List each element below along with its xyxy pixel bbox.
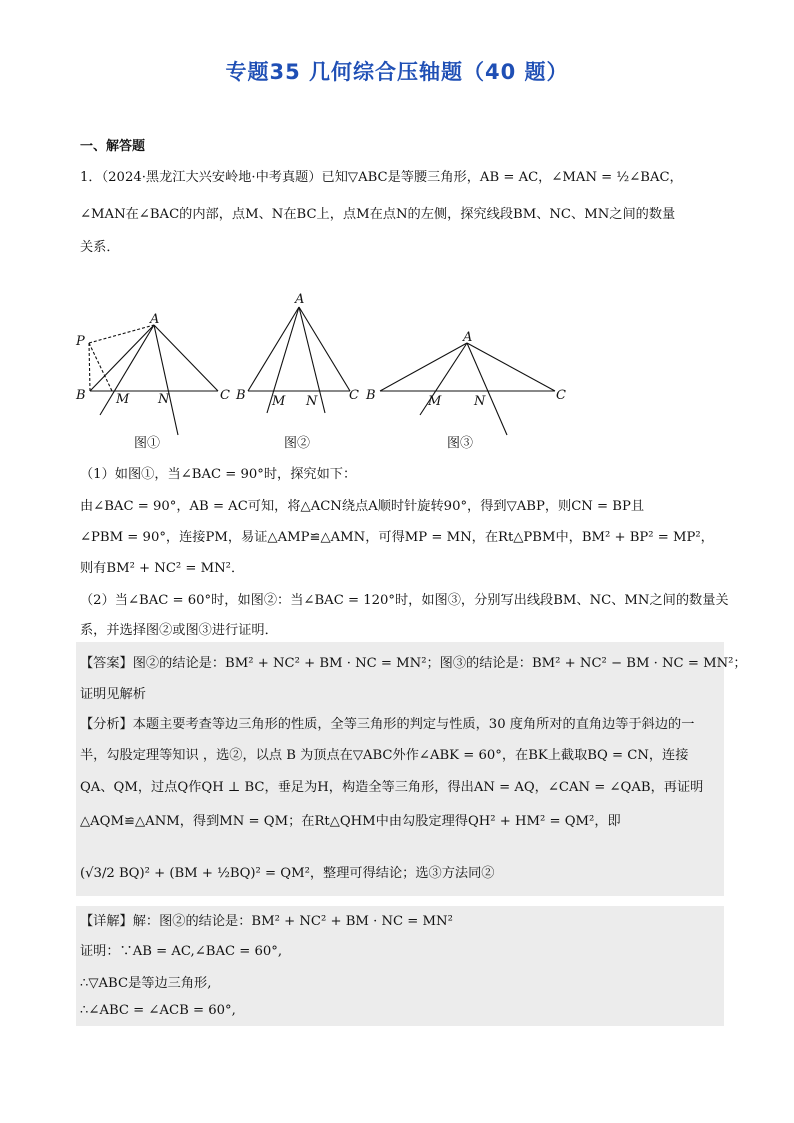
analysis-line-5: (√3/2 BQ)² + (BM + ½BQ)² = QM²，整理可得结论；选③方法同② xyxy=(80,866,495,881)
fig1-label-a: A xyxy=(150,312,160,327)
part2-line-1: （2）当∠BAC = 60°时，如图②：当∠BAC = 120°时，如图③，分别写出线段BM、NC、MN之间的数量关 xyxy=(80,593,729,608)
part1-line-3: ∠PBM = 90°，连接PM，易证△AMP≌△AMN，可得MP = MN，在Rt△PBM中，BM² + BP² = MP²， xyxy=(80,530,714,545)
analysis-line-1: 【分析】本题主要考查等边三角形的性质，全等三角形的判定与性质，30 度角所对的直角边等于斜边的一 xyxy=(80,717,695,732)
fig3-label-b: B xyxy=(366,388,376,403)
analysis-line-4: △AQM≌△ANM，得到MN = QM；在Rt△QHM中由勾股定理得QH² + HM² = QM²，即 xyxy=(80,814,621,829)
part1-line-2: 由∠BAC = 90°，AB = AC可知，将△ACN绕点A顺时针旋转90°，得到▽ABP，则CN = BP且 xyxy=(80,499,645,514)
fig2-label-c: C xyxy=(349,388,359,403)
figure-3-caption: 图③ xyxy=(447,436,474,451)
figure-2-caption: 图② xyxy=(284,436,311,451)
answer-line-1: 【答案】图②的结论是：BM² + NC² + BM · NC = MN²；图③的结论是：BM² + NC² − BM · NC = MN²； xyxy=(80,656,747,671)
fig3-label-a: A xyxy=(463,330,473,345)
part1-line-4: 则有BM² + NC² = MN²． xyxy=(80,561,245,576)
detail-line-1: 【详解】解：图②的结论是：BM² + NC² + BM · NC = MN² xyxy=(80,914,453,929)
fig1-label-c: C xyxy=(220,388,230,403)
q1-line-1: 1．（2024·黑龙江大兴安岭地·中考真题）已知▽ABC是等腰三角形，AB = AC，∠MAN = ½∠BAC， xyxy=(80,170,683,185)
figure-2 xyxy=(248,307,350,413)
fig2-label-m: M xyxy=(272,394,286,409)
fig1-label-n: N xyxy=(158,392,170,407)
detail-line-4: ∴∠ABC = ∠ACB = 60°, xyxy=(80,1003,236,1018)
fig2-label-b: B xyxy=(236,388,246,403)
q1-line-3: 关系． xyxy=(80,240,120,255)
part2-line-2: 系，并选择图②或图③进行证明． xyxy=(80,623,278,638)
fig3-label-c: C xyxy=(556,388,566,403)
analysis-line-3: QA、QM，过点Q作QH ⊥ BC，垂足为H，构造全等三角形，得出AN = AQ，∠CAN = ∠QAB，再证明 xyxy=(80,780,704,795)
answer-line-2: 证明见解析 xyxy=(80,687,146,702)
page-title: 专题35 几何综合压轴题（40 题） xyxy=(225,60,569,84)
fig1-label-p: P xyxy=(76,334,85,349)
fig1-label-b: B xyxy=(76,388,86,403)
figure-1-caption: 图① xyxy=(134,436,161,451)
detail-line-2: 证明：∵AB = AC,∠BAC = 60°, xyxy=(80,944,283,959)
fig3-label-n: N xyxy=(474,394,486,409)
detail-line-3: ∴▽ABC是等边三角形, xyxy=(80,976,212,991)
part1-line-1: （1）如图①，当∠BAC = 90°时，探究如下： xyxy=(80,467,357,482)
fig1-label-m: M xyxy=(116,392,130,407)
section-heading: 一、解答题 xyxy=(80,139,146,154)
analysis-line-2: 半，勾股定理等知识 ，选②，以点 B 为顶点在▽ABC外作∠ABK = 60°，在BK上截取BQ = CN，连接 xyxy=(80,748,689,763)
fig2-label-a: A xyxy=(295,292,305,307)
figure-3 xyxy=(380,343,555,435)
fig2-label-n: N xyxy=(306,394,318,409)
figure-1 xyxy=(89,325,218,435)
q1-line-2: ∠MAN在∠BAC的内部，点M、N在BC上，点M在点N的左侧，探究线段BM、NC、MN之间的数量 xyxy=(80,207,676,222)
fig3-label-m: M xyxy=(428,394,442,409)
